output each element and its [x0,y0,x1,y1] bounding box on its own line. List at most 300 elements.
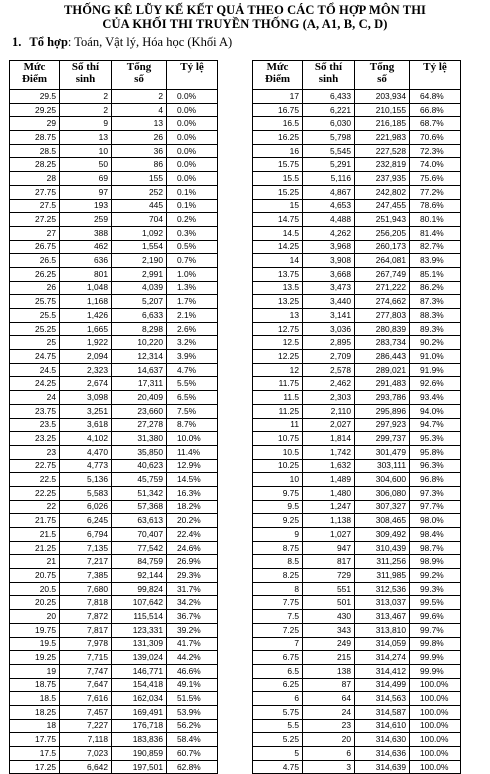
cell-count: 2,303 [303,391,355,405]
cell-count: 1,742 [303,445,355,459]
cell-percent: 36.7% [167,610,218,624]
cell-count: 2,895 [303,336,355,350]
cell-percent: 72.3% [410,144,461,158]
cell-total: 306,080 [355,486,410,500]
cell-total: 289,021 [355,363,410,377]
table-row [253,322,461,336]
cell-percent: 83.9% [410,254,461,268]
cell-count: 2,709 [303,350,355,364]
cell-total: 293,786 [355,391,410,405]
table-row [253,747,461,761]
cell-percent: 66.8% [410,103,461,117]
cell-count: 7,217 [60,555,112,569]
cell-total: 313,810 [355,623,410,637]
cell-percent: 68.7% [410,117,461,131]
cell-count: 7,135 [60,541,112,555]
header-text: Tỷ lệ [180,61,204,73]
cell-count: 24 [303,705,355,719]
cell-total: 45,759 [112,473,167,487]
table-row [253,350,461,364]
table-row [10,172,218,186]
cell-percent: 8.7% [167,418,218,432]
cell-score: 26.25 [10,267,60,281]
cell-percent: 14.5% [167,473,218,487]
cell-total: 5,207 [112,295,167,309]
cell-score: 13.5 [253,281,303,295]
table-row [10,473,218,487]
table-row [253,281,461,295]
cell-total: 183,836 [112,733,167,747]
table-row [10,623,218,637]
cell-score: 26.75 [10,240,60,254]
table-row [10,309,218,323]
table-body [10,90,218,774]
cell-percent: 0.0% [167,103,218,117]
cell-count: 7,747 [60,664,112,678]
cell-score: 12.75 [253,322,303,336]
cell-total: 291,483 [355,377,410,391]
cell-count: 249 [303,637,355,651]
cell-count: 3,968 [303,240,355,254]
cell-count: 388 [60,226,112,240]
cell-count: 1,489 [303,473,355,487]
cell-count: 13 [60,131,112,145]
header-ty-le [167,61,218,90]
cell-total: 35,850 [112,445,167,459]
cell-total: 308,465 [355,514,410,528]
cell-count: 2 [60,90,112,104]
table-row [253,610,461,624]
cell-count: 3,036 [303,322,355,336]
cell-count: 6,245 [60,514,112,528]
table-row [253,541,461,555]
cell-total: 299,737 [355,432,410,446]
table-row [253,226,461,240]
cell-percent: 44.2% [167,651,218,665]
cell-count: 193 [60,199,112,213]
cell-total: 107,642 [112,596,167,610]
cell-total: 31,380 [112,432,167,446]
cell-total: 155 [112,172,167,186]
table-row [253,459,461,473]
cell-percent: 1.0% [167,267,218,281]
cell-total: 247,455 [355,199,410,213]
table-row [253,336,461,350]
cell-score: 16.25 [253,131,303,145]
cell-count: 64 [303,692,355,706]
cell-score: 20.5 [10,582,60,596]
cell-score: 10 [253,473,303,487]
cell-percent: 0.0% [167,172,218,186]
cell-score: 27.25 [10,213,60,227]
cell-percent: 3.9% [167,350,218,364]
table-row [253,637,461,651]
cell-count: 7,023 [60,747,112,761]
cell-count: 2,578 [303,363,355,377]
table-row [10,103,218,117]
cell-score: 6.5 [253,664,303,678]
table-body [253,90,461,774]
cell-score: 14.25 [253,240,303,254]
table-row [10,226,218,240]
cell-percent: 97.3% [410,486,461,500]
cell-count: 3,251 [60,404,112,418]
cell-total: 1,092 [112,226,167,240]
cell-score: 5.25 [253,733,303,747]
cell-score: 11.75 [253,377,303,391]
cell-score: 14.75 [253,213,303,227]
cell-count: 1,247 [303,500,355,514]
cell-count: 6,030 [303,117,355,131]
cell-score: 15.25 [253,185,303,199]
cell-percent: 20.2% [167,514,218,528]
cell-total: 13 [112,117,167,131]
section-label: Tổ hợp [29,35,68,49]
cell-total: 115,514 [112,610,167,624]
cell-score: 21 [10,555,60,569]
cell-count: 1,665 [60,322,112,336]
table-row [253,158,461,172]
cell-count: 729 [303,569,355,583]
table-row [253,117,461,131]
cell-percent: 100.0% [410,678,461,692]
cell-total: 139,024 [112,651,167,665]
table-row [253,445,461,459]
table-row [253,582,461,596]
cell-total: 313,037 [355,596,410,610]
cell-percent: 18.2% [167,500,218,514]
cell-total: 314,563 [355,692,410,706]
cell-count: 50 [60,158,112,172]
cell-count: 2,674 [60,377,112,391]
cell-percent: 89.3% [410,322,461,336]
cell-count: 947 [303,541,355,555]
cell-percent: 0.0% [167,90,218,104]
cell-total: 197,501 [112,760,167,774]
cell-total: 232,819 [355,158,410,172]
cell-count: 215 [303,651,355,665]
cell-total: 310,439 [355,541,410,555]
cell-score: 12.5 [253,336,303,350]
cell-total: 280,839 [355,322,410,336]
cell-percent: 91.0% [410,350,461,364]
table-row [253,760,461,774]
header-text: sinh [318,73,339,85]
cell-percent: 88.3% [410,309,461,323]
header-text: sinh [75,73,96,85]
table-row [10,541,218,555]
cell-total: 309,492 [355,528,410,542]
table-row [10,514,218,528]
cell-count: 7,715 [60,651,112,665]
cell-score: 22.5 [10,473,60,487]
cell-score: 26 [10,281,60,295]
cell-score: 23 [10,445,60,459]
cell-total: 169,491 [112,705,167,719]
cell-percent: 85.1% [410,267,461,281]
table-row [253,172,461,186]
cell-score: 11 [253,418,303,432]
cell-score: 13 [253,309,303,323]
cell-count: 6,026 [60,500,112,514]
cell-percent: 53.9% [167,705,218,719]
score-table-left [9,60,218,774]
cell-total: 57,368 [112,500,167,514]
table-row [253,514,461,528]
cell-percent: 99.6% [410,610,461,624]
table-row [253,131,461,145]
cell-percent: 1.7% [167,295,218,309]
table-row [253,267,461,281]
cell-score: 6.25 [253,678,303,692]
cell-score: 28.25 [10,158,60,172]
cell-count: 9 [60,117,112,131]
cell-count: 4,102 [60,432,112,446]
table-row [10,705,218,719]
cell-score: 29.5 [10,90,60,104]
table-row [253,596,461,610]
cell-score: 21.75 [10,514,60,528]
cell-count: 551 [303,582,355,596]
cell-percent: 26.9% [167,555,218,569]
cell-count: 1,138 [303,514,355,528]
cell-total: 216,185 [355,117,410,131]
cell-percent: 80.1% [410,213,461,227]
cell-score: 25 [10,336,60,350]
cell-percent: 96.3% [410,459,461,473]
cell-count: 3,440 [303,295,355,309]
cell-count: 2,323 [60,363,112,377]
cell-total: 314,412 [355,664,410,678]
cell-percent: 100.0% [410,747,461,761]
cell-score: 24.25 [10,377,60,391]
cell-percent: 99.9% [410,664,461,678]
cell-count: 3,141 [303,309,355,323]
cell-total: 162,034 [112,692,167,706]
cell-score: 19 [10,664,60,678]
cell-total: 146,771 [112,664,167,678]
cell-total: 297,923 [355,418,410,432]
cell-percent: 6.5% [167,391,218,405]
cell-total: 314,639 [355,760,410,774]
cell-percent: 60.7% [167,747,218,761]
table-row [253,555,461,569]
cell-score: 25.5 [10,309,60,323]
cell-total: 14,637 [112,363,167,377]
header-text: số [377,73,387,85]
table-row [253,309,461,323]
cell-score: 11.5 [253,391,303,405]
cell-score: 11.25 [253,404,303,418]
cell-count: 2 [60,103,112,117]
cell-percent: 75.6% [410,172,461,186]
cell-score: 24.5 [10,363,60,377]
cell-count: 2,094 [60,350,112,364]
cell-total: 12,314 [112,350,167,364]
cell-count: 138 [303,664,355,678]
cell-percent: 100.0% [410,692,461,706]
cell-count: 7,227 [60,719,112,733]
cell-percent: 0.0% [167,144,218,158]
cell-total: 17,311 [112,377,167,391]
cell-percent: 96.8% [410,473,461,487]
table-row [253,144,461,158]
cell-percent: 0.1% [167,199,218,213]
cell-count: 6,221 [303,103,355,117]
cell-total: 303,111 [355,459,410,473]
cell-total: 704 [112,213,167,227]
cell-percent: 74.0% [410,158,461,172]
header-text: Số thí [314,61,343,73]
cell-score: 22.75 [10,459,60,473]
cell-total: 210,155 [355,103,410,117]
cell-score: 21.5 [10,528,60,542]
cell-count: 7,647 [60,678,112,692]
cell-total: 23,660 [112,404,167,418]
cell-total: 51,342 [112,486,167,500]
table-row [10,322,218,336]
cell-percent: 11.4% [167,445,218,459]
cell-percent: 49.1% [167,678,218,692]
header-text: Mức [23,61,46,73]
cell-total: 40,623 [112,459,167,473]
cell-score: 9.5 [253,500,303,514]
cell-total: 314,059 [355,637,410,651]
cell-count: 5,798 [303,131,355,145]
table-row [10,733,218,747]
cell-score: 28.75 [10,131,60,145]
cell-total: 237,935 [355,172,410,186]
cell-count: 6 [303,747,355,761]
cell-score: 7.25 [253,623,303,637]
cell-score: 17.5 [10,747,60,761]
cell-score: 22.25 [10,486,60,500]
cell-total: 86 [112,158,167,172]
cell-score: 15 [253,199,303,213]
cell-score: 9.25 [253,514,303,528]
cell-score: 18 [10,719,60,733]
table-row [10,432,218,446]
table-row [10,336,218,350]
cell-score: 12.25 [253,350,303,364]
cell-total: 63,613 [112,514,167,528]
cell-count: 7,872 [60,610,112,624]
cell-score: 17 [253,90,303,104]
table-row [10,213,218,227]
cell-total: 99,824 [112,582,167,596]
cell-score: 9 [253,528,303,542]
cell-count: 5,136 [60,473,112,487]
header-tong-so [355,61,410,90]
cell-total: 123,331 [112,623,167,637]
cell-score: 22 [10,500,60,514]
header-text: Tổng [126,61,152,73]
cell-total: 251,943 [355,213,410,227]
cell-total: 10,220 [112,336,167,350]
cell-count: 10 [60,144,112,158]
cell-percent: 0.7% [167,254,218,268]
cell-count: 6,433 [303,90,355,104]
cell-score: 16 [253,144,303,158]
cell-total: 267,749 [355,267,410,281]
cell-total: 260,173 [355,240,410,254]
table-row [10,719,218,733]
cell-percent: 78.6% [410,199,461,213]
cell-score: 17.75 [10,733,60,747]
cell-percent: 3.2% [167,336,218,350]
cell-count: 636 [60,254,112,268]
cell-count: 87 [303,678,355,692]
cell-total: 314,636 [355,747,410,761]
cell-count: 1,168 [60,295,112,309]
table-row [10,117,218,131]
cell-total: 314,610 [355,719,410,733]
cell-score: 7 [253,637,303,651]
table-row [10,760,218,774]
cell-percent: 90.2% [410,336,461,350]
header-muc-diem [253,61,303,90]
cell-count: 5,116 [303,172,355,186]
cell-total: 311,985 [355,569,410,583]
table-row [10,582,218,596]
cell-total: 445 [112,199,167,213]
cell-score: 14 [253,254,303,268]
section-heading [12,35,490,51]
table-row [253,377,461,391]
cell-score: 29 [10,117,60,131]
table-row [10,350,218,364]
cell-percent: 4.7% [167,363,218,377]
cell-count: 7,817 [60,623,112,637]
cell-score: 13.75 [253,267,303,281]
cell-score: 26.5 [10,254,60,268]
cell-count: 343 [303,623,355,637]
section-value: : Toán, Vật lý, Hóa học (Khối A) [67,35,233,49]
cell-percent: 94.0% [410,404,461,418]
cell-total: 314,630 [355,733,410,747]
table-row [10,144,218,158]
table-row [10,254,218,268]
cell-score: 5.5 [253,719,303,733]
cell-total: 227,528 [355,144,410,158]
cell-total: 264,081 [355,254,410,268]
cell-percent: 22.4% [167,528,218,542]
cell-percent: 87.3% [410,295,461,309]
cell-count: 7,978 [60,637,112,651]
table-row [10,596,218,610]
cell-percent: 24.6% [167,541,218,555]
table-row [253,664,461,678]
cell-total: 2,190 [112,254,167,268]
score-table-right [252,60,461,774]
cell-count: 1,027 [303,528,355,542]
table-row [10,486,218,500]
cell-percent: 70.6% [410,131,461,145]
table-row [10,199,218,213]
cell-percent: 100.0% [410,733,461,747]
cell-score: 20.25 [10,596,60,610]
cell-total: 4 [112,103,167,117]
cell-percent: 10.0% [167,432,218,446]
cell-percent: 0.0% [167,158,218,172]
header-text: Mức [266,61,289,73]
cell-count: 7,818 [60,596,112,610]
cell-total: 8,298 [112,322,167,336]
table-row [10,692,218,706]
cell-percent: 0.0% [167,117,218,131]
table-row [10,281,218,295]
cell-score: 12 [253,363,303,377]
